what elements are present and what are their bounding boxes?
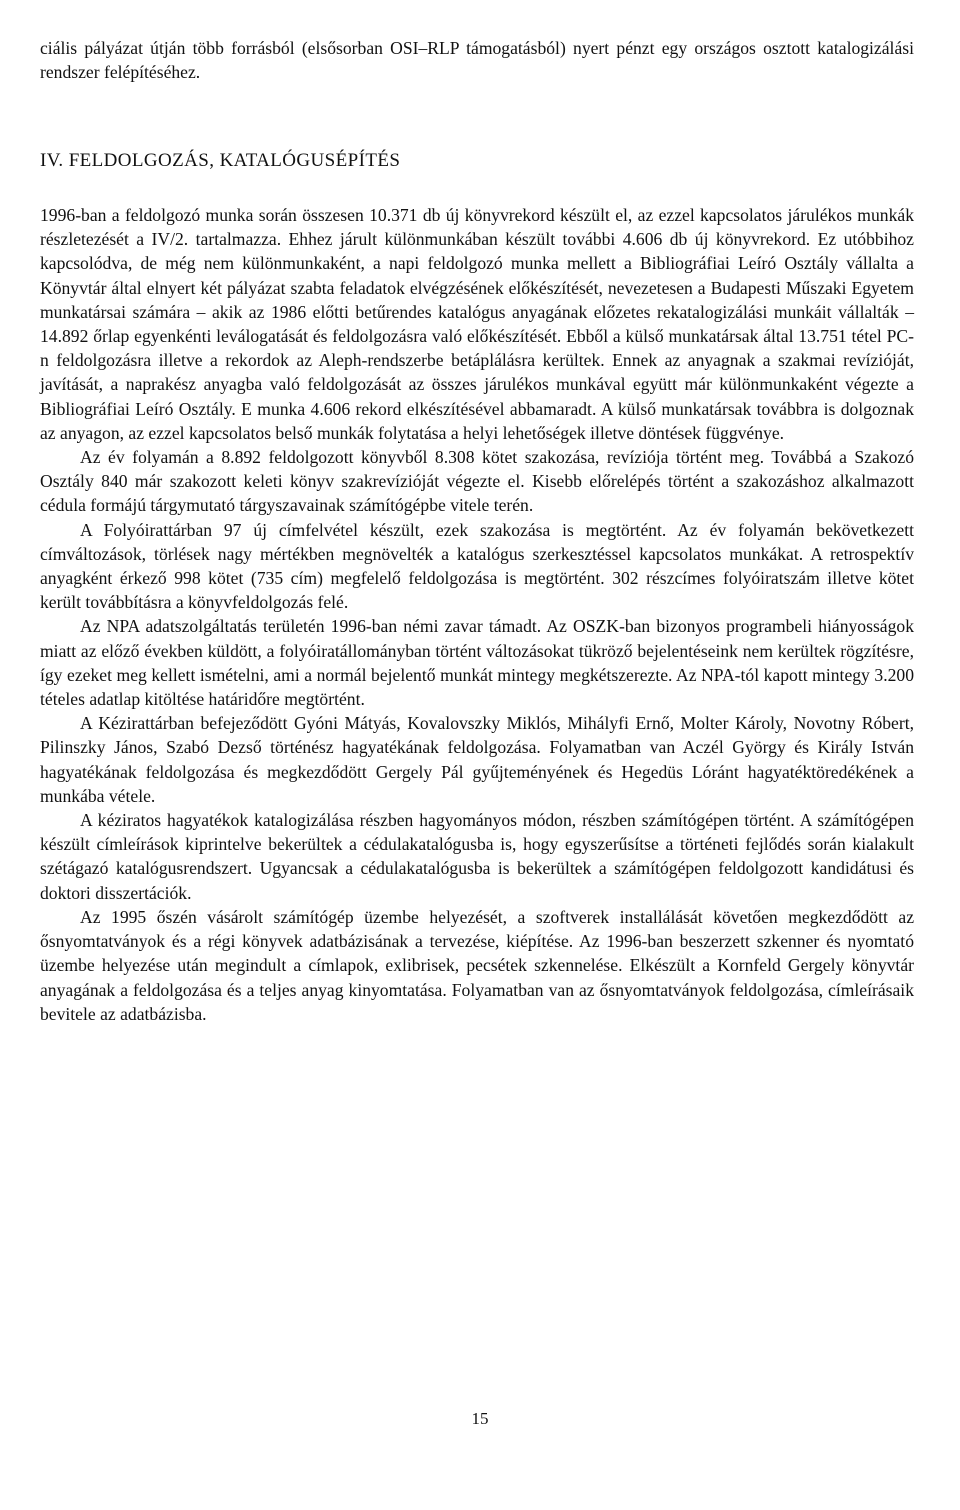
paragraph-2: Az év folyamán a 8.892 feldolgozott könyvből 8.308 kötet szakozása, revíziója történt meg. Továbbá a Szakozó Osztály 840 már szakozott keleti könyv szakrevízióját végezte el. Kisebb előrelépés történt a szakozáshoz alkalmazott cédula formájú tárgymutató tárgyszavainak számítógépbe vitele terén. — [40, 447, 914, 516]
section-heading: IV. FELDOLGOZÁS, KATALÓGUSÉPÍTÉS — [40, 150, 401, 171]
paragraph-3: A Folyóirattárban 97 új címfelvétel készült, ezek szakozása is megtörtént. Az év folyamán bekövetkezett címváltozások, törlések nagy mértékben megnövelték a katalógus szerkesztéssel kapcsolatos munkákat. A retrospektív anyagként érkező 998 kötet (735 cím) megfelelő feldolgozása is megtörtént. 302 részcímes folyóiratszám illetve kötet került továbbításra a könyvfeldolgozás felé. — [40, 519, 914, 613]
intro-paragraph: ciális pályázat útján több forrásból (elsősorban OSI–RLP támogatásból) nyert pénzt egy országos osztott katalogizálási rendszer felépítéséhez. — [40, 38, 914, 83]
paragraph-5: A Kézirattárban befejeződött Gyóni Mátyás, Kovalovszky Miklós, Mihályfi Ernő, Molter Károly, Novotny Róbert, Pilinszky János, Szabó Dezső történész hagyatékának feldolgozása. Folyamatban van Aczél György és Király István hagyatékának feldolgozása és megkezdődött Gergely Pál gyűjteményének és Hegedüs Lóránt hagyatéktöredékének a munkába vétele. — [40, 713, 914, 806]
paragraph-4: Az NPA adatszolgáltatás területén 1996-ban némi zavar támadt. Az OSZK-ban bizonyos programbeli hiányosságok miatt az előző években küldött, a folyóiratállományban történt változásokat tükröző bejelentéseink nem kerültek rögzítésre, így ezeket meg kellett ismételni, ami a normál bejelentő munkát mintegy megkétszerezte. Az NPA-tól kapott mintegy 3.200 tételes adatlap kitöltése határidőre megtörtént. — [40, 616, 914, 710]
paragraph-1: 1996-ban a feldolgozó munka során összesen 10.371 db új könyvrekord készült el, az ezzel kapcsolatos járulékos munkák részletezését a IV/2. tartalmazza. Ehhez járult különmunkában készült további 4.606 db új könyvrekord. Ez utóbbihoz kapcsolódva, de még nem különmunkaként, a napi feldolgozó munka mellett a Bibliográfiai Leíró Osztály vállalta a Könyvtár által elnyert két pályázat szabta feladatok elvégzésének előkészítését, nevezetesen a Budapesti Műszaki Egyetem munkatársai számára – akik az 1986 előtti betűrendes katalógus anyagának előzetes rekatalogizálási munkáit vállalták – 14.892 őrlap egyenkénti leválogatását és feldolgozásra való előkészítését. Ebből a külső munkatársak által 13.751 tétel PC-n feldolgozásra illetve a rekordok az Aleph-rendszerbe betáplálásra kerültek. Ennek az anyagnak a szakmai revízióját, javítását, a naprakész anyagba való feldolgozását az összes járulékos munkával együtt már különmunkaként végezte a Bibliográfiai Leíró Osztály. E munka 4.606 rekord elkészítésével abbamaradt. A külső munkatársak továbbra is dolgoznak az anyagon, az ezzel kapcsolatos belső munkák folytatása a helyi lehetőségek illetve döntések függvénye. — [40, 205, 914, 443]
page-number: 15 — [471, 1409, 489, 1428]
paragraph-6: A kéziratos hagyatékok katalogizálása részben hagyományos módon, részben számítógépen történt. A számítógépen készült címleírások kiprintelve bekerültek a cédulakatalógusba is, hogy egyszerűsítse a történeti fejlődés során kialakult szétágazó katalógusrendszert. Ugyancsak a cédulakatalógusba is bekerültek a számítógépen feldolgozott kandidátusi és doktori disszertációk. — [40, 810, 914, 903]
section-body — [40, 203, 914, 1026]
paragraph-7: Az 1995 őszén vásárolt számítógép üzembe helyezését, a szoftverek installálását követően megkezdődött az ősnyomtatványok és a régi könyvek adatbázisának a tervezése, kiépítése. Az 1996-ban beszerzett szkenner és nyomtató üzembe helyezése után megindult a címlapok, exlibrisek, pecsétek szkennelése. Elkészült a Kornfeld Gergely könyvtár anyagának a feldolgozása és a teljes anyag kinyomtatása. Folyamatban van az ősnyomtatványok feldolgozása, címleírásaik bevitele az adatbázisba. — [40, 906, 914, 1024]
